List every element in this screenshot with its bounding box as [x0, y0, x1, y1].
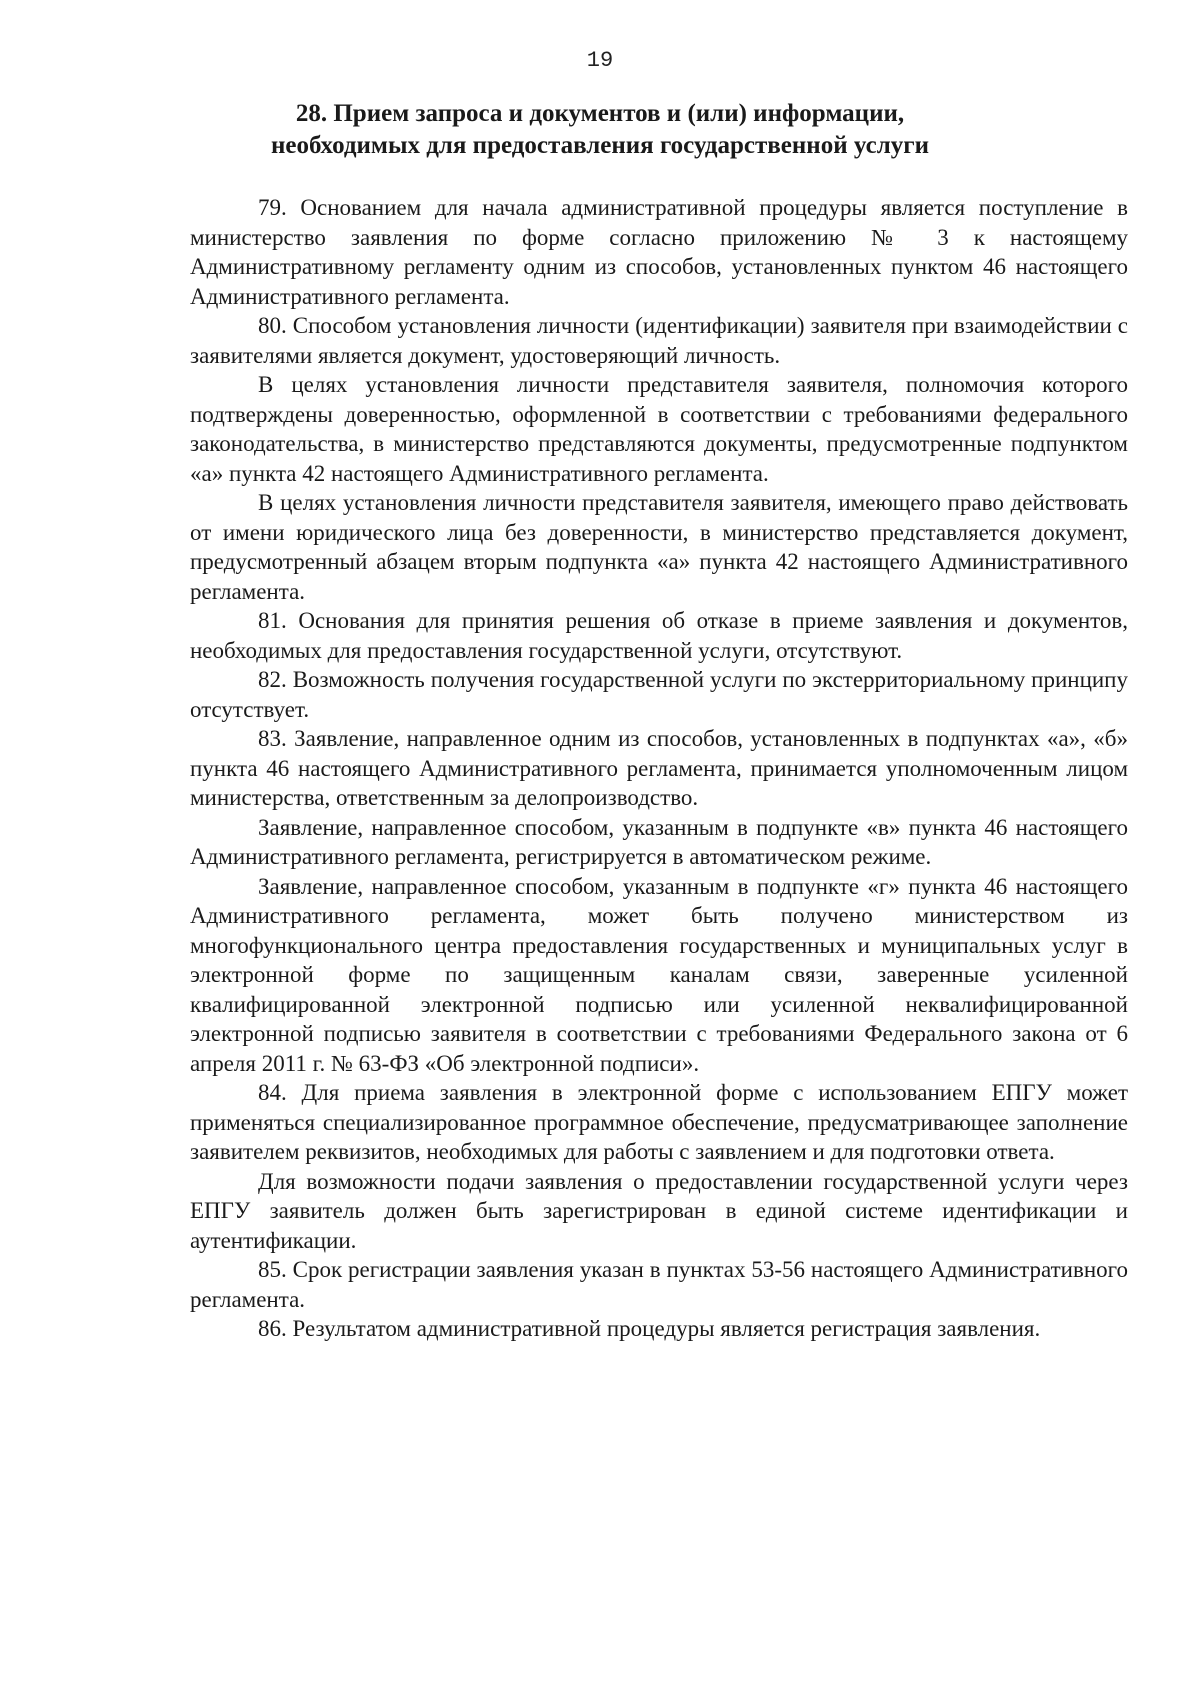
- paragraph-79: 79. Основанием для начала административной процедуры является поступление в министерство заявления по форме согласно приложению № 3 к настоящему Административному регламенту одним из способов, установленных пунктом 46 настоящего Административного регламента.: [190, 195, 1128, 309]
- paragraph-84: 84. Для приема заявления в электронной форме с использованием ЕПГУ может применяться специализированное программное обеспечение, предусматривающее заполнение заявителем реквизитов, необходимых для работы с заявлением и для подготовки ответа.: [190, 1080, 1128, 1164]
- paragraph-80-representative: В целях установления личности представителя заявителя, полномочия которого подтверждены доверенностью, оформленной в соответствии с требованиями федерального законодательства, в министерство представляются документы, предусмотренные подпунктом «а» пункта 42 настоящего Административного регламента.: [190, 372, 1128, 486]
- page-number: 19: [586, 48, 614, 73]
- paragraph-83-subpoint-g: Заявление, направленное способом, указанным в подпункте «г» пункта 46 настоящего Административного регламента, может быть получено министерством из многофункционального центра предоставления государственных и муниципальных услуг в электронной форме по защищенным каналам связи, заверенные усиленной квалифицированной электронной подписью или усиленной неквалифицированной электронной подписью заявителя в соответствии с требованиями Федерального закона от 6 апреля 2011 г. № 63-ФЗ «Об электронной подписи».: [190, 873, 1128, 1076]
- paragraph-81: 81. Основания для принятия решения об отказе в приеме заявления и документов, необходимых для предоставления государственной услуги, отсутствуют.: [190, 608, 1128, 663]
- section-heading: [150, 98, 1050, 162]
- document-body: [190, 193, 1128, 1344]
- paragraph-83: 83. Заявление, направленное одним из способов, установленных в подпунктах «а», «б» пункта 46 настоящего Административного регламента, принимается уполномоченным лицом министерства, ответственным за делопроизводство.: [190, 726, 1128, 810]
- section-heading-line-1: 28. Прием запроса и документов и (или) информации,: [295, 100, 905, 127]
- section-heading-line-2: необходимых для предоставления государственной услуги: [271, 132, 929, 159]
- paragraph-84-registration: Для возможности подачи заявления о предоставлении государственной услуги через ЕПГУ заявитель должен быть зарегистрирован в единой системе идентификации и аутентификации.: [190, 1168, 1128, 1253]
- paragraph-82: 82. Возможность получения государственной услуги по экстерриториальному принципу отсутствует.: [190, 667, 1128, 722]
- paragraph-80-legal-entity: В целях установления личности представителя заявителя, имеющего право действовать от имени юридического лица без доверенности, в министерство представляется документ, предусмотренный абзацем вторым подпункта «а» пункта 42 настоящего Административного регламента.: [190, 490, 1128, 604]
- paragraph-85: 85. Срок регистрации заявления указан в пунктах 53-56 настоящего Административного регламента.: [190, 1257, 1128, 1312]
- paragraph-83-subpoint-v: Заявление, направленное способом, указанным в подпункте «в» пункта 46 настоящего Административного регламента, регистрируется в автоматическом режиме.: [190, 814, 1128, 869]
- paragraph-86: 86. Результатом административной процедуры является регистрация заявления.: [258, 1316, 1041, 1341]
- paragraph-80: 80. Способом установления личности (идентификации) заявителя при взаимодействии с заявителями является документ, удостоверяющий личность.: [190, 313, 1128, 368]
